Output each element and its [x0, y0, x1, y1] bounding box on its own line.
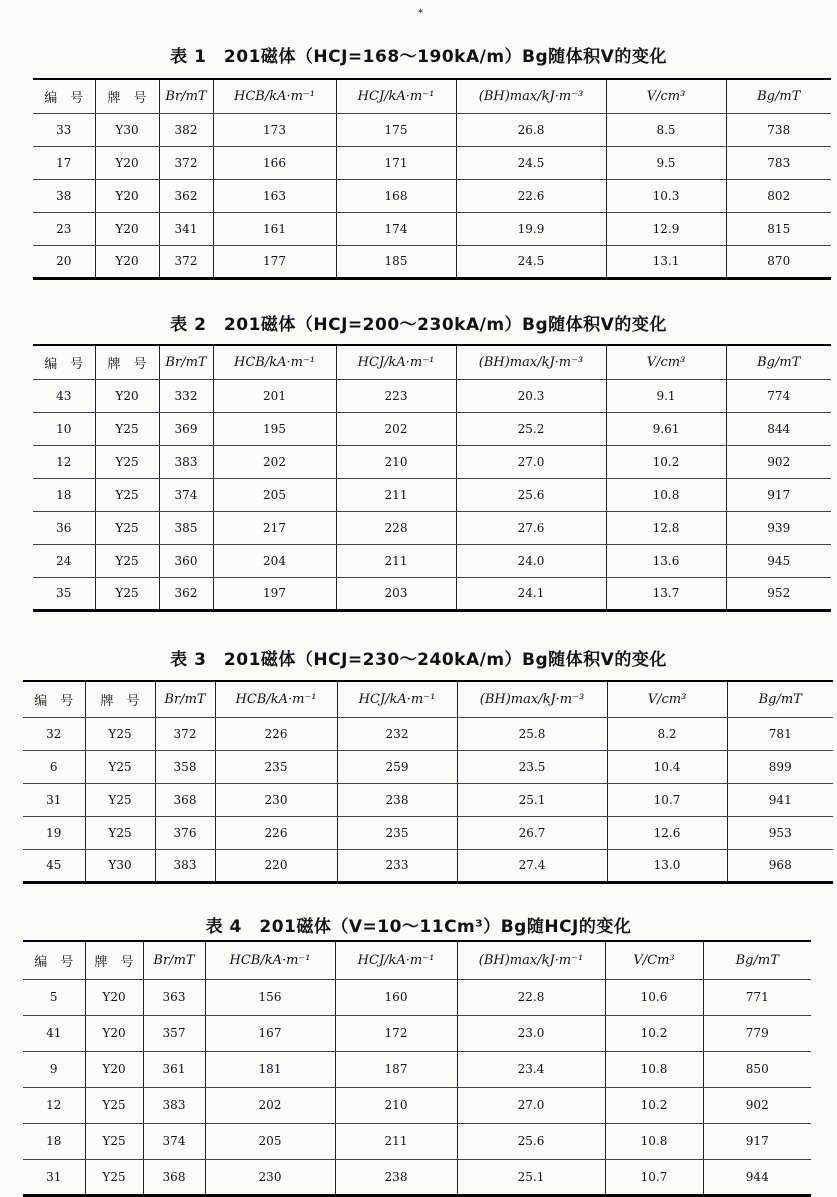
table-row: [23, 1159, 811, 1195]
table-cell: 24: [33, 544, 95, 577]
table-cell: 383: [159, 445, 213, 478]
table-cell: 25.2: [456, 412, 606, 445]
table-cell: 357: [143, 1015, 205, 1051]
table-cell: 195: [213, 412, 336, 445]
table-cell: 10.8: [606, 478, 726, 511]
table-row: [33, 544, 831, 577]
table-cell: 6: [23, 750, 85, 783]
column-header: 编 号: [23, 941, 85, 979]
column-header: Br/mT: [143, 941, 205, 979]
table-cell: 372: [159, 245, 213, 278]
table-row: [33, 179, 831, 212]
table-cell: 175: [336, 113, 456, 146]
table-cell: 369: [159, 412, 213, 445]
table-header-row: [33, 79, 831, 113]
table-cell: 944: [703, 1159, 811, 1195]
column-header: HCB/kA·m⁻¹: [215, 681, 337, 717]
table-cell: 9.5: [606, 146, 726, 179]
table-cell: 8.2: [607, 717, 727, 750]
table-cell: Y25: [95, 511, 159, 544]
table-cell: 18: [33, 478, 95, 511]
table-cell: Y20: [85, 1015, 143, 1051]
table-cell: 202: [205, 1087, 335, 1123]
table-cell: Y25: [85, 783, 155, 816]
table-row: [33, 113, 831, 146]
table-row: [23, 1087, 811, 1123]
column-header: HCJ/kA·m⁻¹: [337, 681, 457, 717]
table-cell: 31: [23, 1159, 85, 1195]
table-cell: 10.3: [606, 179, 726, 212]
table-cell: Y25: [95, 478, 159, 511]
table-cell: 12.8: [606, 511, 726, 544]
table-cell: Y20: [85, 979, 143, 1015]
column-header: (BH)max/kJ·m⁻¹: [457, 941, 605, 979]
column-header: Bg/mT: [726, 79, 831, 113]
table-cell: 12.9: [606, 212, 726, 245]
column-header: 编 号: [23, 681, 85, 717]
table-cell: 171: [336, 146, 456, 179]
table-cell: 332: [159, 379, 213, 412]
table-cell: Y25: [85, 1159, 143, 1195]
table-cell: 23: [33, 212, 95, 245]
table-cell: 226: [215, 717, 337, 750]
table-cell: 201: [213, 379, 336, 412]
table-cell: 12: [33, 445, 95, 478]
table-cell: 844: [726, 412, 831, 445]
table-cell: 174: [336, 212, 456, 245]
table-cell: 8.5: [606, 113, 726, 146]
table-cell: 203: [336, 577, 456, 610]
table-cell: 771: [703, 979, 811, 1015]
table-cell: Y20: [95, 245, 159, 278]
table-1: [33, 78, 831, 280]
table-cell: 26.7: [457, 816, 607, 849]
table-cell: 24.1: [456, 577, 606, 610]
table-cell: 23.5: [457, 750, 607, 783]
table-row: [33, 478, 831, 511]
table-row: [23, 783, 833, 816]
column-header: HCJ/kA·m⁻¹: [336, 345, 456, 379]
table-cell: 10.7: [607, 783, 727, 816]
table-cell: 181: [205, 1051, 335, 1087]
table-cell: 38: [33, 179, 95, 212]
table-cell: 917: [703, 1123, 811, 1159]
table-cell: Y20: [95, 146, 159, 179]
table-cell: 738: [726, 113, 831, 146]
column-header: V/Cm³: [605, 941, 703, 979]
table-cell: 19: [23, 816, 85, 849]
table-cell: 341: [159, 212, 213, 245]
table-cell: 374: [143, 1123, 205, 1159]
table-cell: 27.4: [457, 849, 607, 882]
table-cell: 362: [159, 577, 213, 610]
column-header: 牌 号: [85, 681, 155, 717]
table-cell: 25.1: [457, 783, 607, 816]
table-cell: 235: [337, 816, 457, 849]
column-header: (BH)max/kJ·m⁻³: [456, 345, 606, 379]
table-row: [23, 1123, 811, 1159]
table-cell: 902: [726, 445, 831, 478]
table-cell: 22.6: [456, 179, 606, 212]
table-cell: 230: [205, 1159, 335, 1195]
table-cell: 360: [159, 544, 213, 577]
table-cell: Y25: [95, 412, 159, 445]
table-cell: Y20: [95, 212, 159, 245]
table-row: [23, 750, 833, 783]
column-header: (BH)max/kJ·m⁻³: [457, 681, 607, 717]
table-cell: 20: [33, 245, 95, 278]
table-cell: 376: [155, 816, 215, 849]
table-cell: 202: [336, 412, 456, 445]
table-row: [33, 245, 831, 278]
table-cell: 168: [336, 179, 456, 212]
column-header: 牌 号: [95, 345, 159, 379]
table-cell: 917: [726, 478, 831, 511]
table-cell: 372: [159, 146, 213, 179]
table-cell: 26.8: [456, 113, 606, 146]
table-cell: Y25: [95, 577, 159, 610]
table-cell: 815: [726, 212, 831, 245]
table-cell: 945: [726, 544, 831, 577]
table-cell: 41: [23, 1015, 85, 1051]
column-header: HCJ/kA·m⁻¹: [336, 79, 456, 113]
table-cell: 166: [213, 146, 336, 179]
table-cell: 9.1: [606, 379, 726, 412]
table-cell: 781: [727, 717, 833, 750]
table-header-row: [23, 941, 811, 979]
table-3: [23, 680, 833, 884]
table-row: [33, 146, 831, 179]
table-cell: 43: [33, 379, 95, 412]
table-cell: 13.7: [606, 577, 726, 610]
table-cell: 33: [33, 113, 95, 146]
table-cell: 259: [337, 750, 457, 783]
table-row: [33, 212, 831, 245]
table-cell: Y25: [85, 717, 155, 750]
table-header-row: [33, 345, 831, 379]
table-cell: 232: [337, 717, 457, 750]
column-header: Br/mT: [155, 681, 215, 717]
table-cell: 899: [727, 750, 833, 783]
table-cell: 217: [213, 511, 336, 544]
column-header: Bg/mT: [726, 345, 831, 379]
table-cell: 870: [726, 245, 831, 278]
table-cell: 228: [336, 511, 456, 544]
table-cell: 211: [335, 1123, 457, 1159]
column-header: Bg/mT: [703, 941, 811, 979]
table-row: [33, 511, 831, 544]
table-cell: 968: [727, 849, 833, 882]
table-cell: 238: [337, 783, 457, 816]
table-cell: 160: [335, 979, 457, 1015]
table-cell: 238: [335, 1159, 457, 1195]
table-1-caption: 表 1 201磁体（HCJ=168～190kA/m）Bg随体积V的变化: [170, 47, 667, 67]
table-header-row: [23, 681, 833, 717]
table-cell: Y30: [95, 113, 159, 146]
table-cell: 202: [213, 445, 336, 478]
table-cell: 383: [143, 1087, 205, 1123]
table-cell: 368: [143, 1159, 205, 1195]
table-row: [23, 717, 833, 750]
table-row: [23, 979, 811, 1015]
table-cell: 17: [33, 146, 95, 179]
table-cell: 24.0: [456, 544, 606, 577]
table-cell: 32: [23, 717, 85, 750]
column-header: 编 号: [33, 79, 95, 113]
table-cell: 185: [336, 245, 456, 278]
table-2-caption: 表 2 201磁体（HCJ=200～230kA/m）Bg随体积V的变化: [170, 315, 667, 335]
column-header: HCB/kA·m⁻¹: [205, 941, 335, 979]
table-cell: 10.8: [605, 1123, 703, 1159]
table-cell: 368: [155, 783, 215, 816]
column-header: (BH)max/kJ·m⁻³: [456, 79, 606, 113]
table-cell: 167: [205, 1015, 335, 1051]
table-cell: 211: [336, 544, 456, 577]
table-cell: 235: [215, 750, 337, 783]
column-header: V/cm³: [607, 681, 727, 717]
table-cell: 779: [703, 1015, 811, 1051]
table-cell: Y20: [85, 1051, 143, 1087]
table-row: [23, 816, 833, 849]
table-cell: Y25: [85, 1087, 143, 1123]
table-cell: 27.0: [456, 445, 606, 478]
table-cell: 197: [213, 577, 336, 610]
table-cell: 24.5: [456, 245, 606, 278]
table-cell: 10: [33, 412, 95, 445]
column-header: Br/mT: [159, 79, 213, 113]
table-cell: 374: [159, 478, 213, 511]
table-cell: 22.8: [457, 979, 605, 1015]
table-cell: 204: [213, 544, 336, 577]
table-cell: 10.6: [605, 979, 703, 1015]
table-cell: 187: [335, 1051, 457, 1087]
table-cell: 210: [335, 1087, 457, 1123]
table-cell: Y25: [95, 544, 159, 577]
table-cell: 233: [337, 849, 457, 882]
page-mark: *: [418, 8, 423, 19]
table-cell: 774: [726, 379, 831, 412]
table-cell: 9.61: [606, 412, 726, 445]
table-cell: 27.6: [456, 511, 606, 544]
table-cell: Y25: [85, 750, 155, 783]
table-cell: 10.2: [605, 1015, 703, 1051]
table-cell: 230: [215, 783, 337, 816]
table-cell: 13.6: [606, 544, 726, 577]
table-2: [33, 344, 831, 612]
column-header: Br/mT: [159, 345, 213, 379]
table-cell: 850: [703, 1051, 811, 1087]
table-cell: 25.8: [457, 717, 607, 750]
table-cell: 25.1: [457, 1159, 605, 1195]
table-cell: 172: [335, 1015, 457, 1051]
table-row: [33, 412, 831, 445]
table-cell: 10.7: [605, 1159, 703, 1195]
table-cell: 211: [336, 478, 456, 511]
column-header: HCB/kA·m⁻¹: [213, 79, 336, 113]
table-cell: 23.4: [457, 1051, 605, 1087]
table-cell: 362: [159, 179, 213, 212]
table-cell: 31: [23, 783, 85, 816]
table-cell: 173: [213, 113, 336, 146]
table-cell: 13.1: [606, 245, 726, 278]
column-header: V/cm³: [606, 345, 726, 379]
table-cell: 36: [33, 511, 95, 544]
table-cell: 385: [159, 511, 213, 544]
table-cell: 161: [213, 212, 336, 245]
table-cell: 220: [215, 849, 337, 882]
table-cell: 9: [23, 1051, 85, 1087]
table-cell: 363: [143, 979, 205, 1015]
column-header: HCJ/kA·m⁻¹: [335, 941, 457, 979]
table-cell: 163: [213, 179, 336, 212]
table-cell: 802: [726, 179, 831, 212]
table-cell: 383: [155, 849, 215, 882]
table-cell: 19.9: [456, 212, 606, 245]
column-header: 牌 号: [95, 79, 159, 113]
table-cell: 12: [23, 1087, 85, 1123]
column-header: HCB/kA·m⁻¹: [213, 345, 336, 379]
table-cell: 35: [33, 577, 95, 610]
table-row: [23, 1015, 811, 1051]
table-4: [23, 940, 811, 1197]
table-cell: 382: [159, 113, 213, 146]
table-row: [33, 445, 831, 478]
table-cell: 27.0: [457, 1087, 605, 1123]
table-cell: 10.8: [605, 1051, 703, 1087]
column-header: 编 号: [33, 345, 95, 379]
table-cell: 953: [727, 816, 833, 849]
column-header: Bg/mT: [727, 681, 833, 717]
table-cell: 210: [336, 445, 456, 478]
table-cell: 177: [213, 245, 336, 278]
table-cell: 24.5: [456, 146, 606, 179]
table-cell: Y20: [95, 179, 159, 212]
table-cell: 205: [213, 478, 336, 511]
table-cell: 226: [215, 816, 337, 849]
table-4-caption: 表 4 201磁体（V=10～11Cm³）Bg随HCJ的变化: [205, 917, 632, 937]
table-cell: 25.6: [457, 1123, 605, 1159]
table-cell: Y20: [95, 379, 159, 412]
table-cell: 23.0: [457, 1015, 605, 1051]
table-cell: 902: [703, 1087, 811, 1123]
table-3-caption: 表 3 201磁体（HCJ=230～240kA/m）Bg随体积V的变化: [170, 650, 667, 670]
table-cell: 358: [155, 750, 215, 783]
table-cell: Y25: [85, 816, 155, 849]
table-cell: Y25: [95, 445, 159, 478]
table-cell: 10.2: [606, 445, 726, 478]
table-cell: 10.4: [607, 750, 727, 783]
table-cell: 13.0: [607, 849, 727, 882]
table-cell: 18: [23, 1123, 85, 1159]
column-header: 牌 号: [85, 941, 143, 979]
table-cell: 5: [23, 979, 85, 1015]
table-cell: 783: [726, 146, 831, 179]
table-cell: 941: [727, 783, 833, 816]
table-cell: 25.6: [456, 478, 606, 511]
table-cell: Y25: [85, 1123, 143, 1159]
table-cell: 952: [726, 577, 831, 610]
table-cell: 20.3: [456, 379, 606, 412]
table-cell: 45: [23, 849, 85, 882]
table-row: [23, 849, 833, 882]
table-cell: 205: [205, 1123, 335, 1159]
table-cell: Y30: [85, 849, 155, 882]
table-cell: 372: [155, 717, 215, 750]
table-cell: 939: [726, 511, 831, 544]
table-row: [23, 1051, 811, 1087]
table-row: [33, 379, 831, 412]
table-cell: 361: [143, 1051, 205, 1087]
table-cell: 156: [205, 979, 335, 1015]
table-row: [33, 577, 831, 610]
table-cell: 12.6: [607, 816, 727, 849]
column-header: V/cm³: [606, 79, 726, 113]
table-cell: 223: [336, 379, 456, 412]
table-cell: 10.2: [605, 1087, 703, 1123]
